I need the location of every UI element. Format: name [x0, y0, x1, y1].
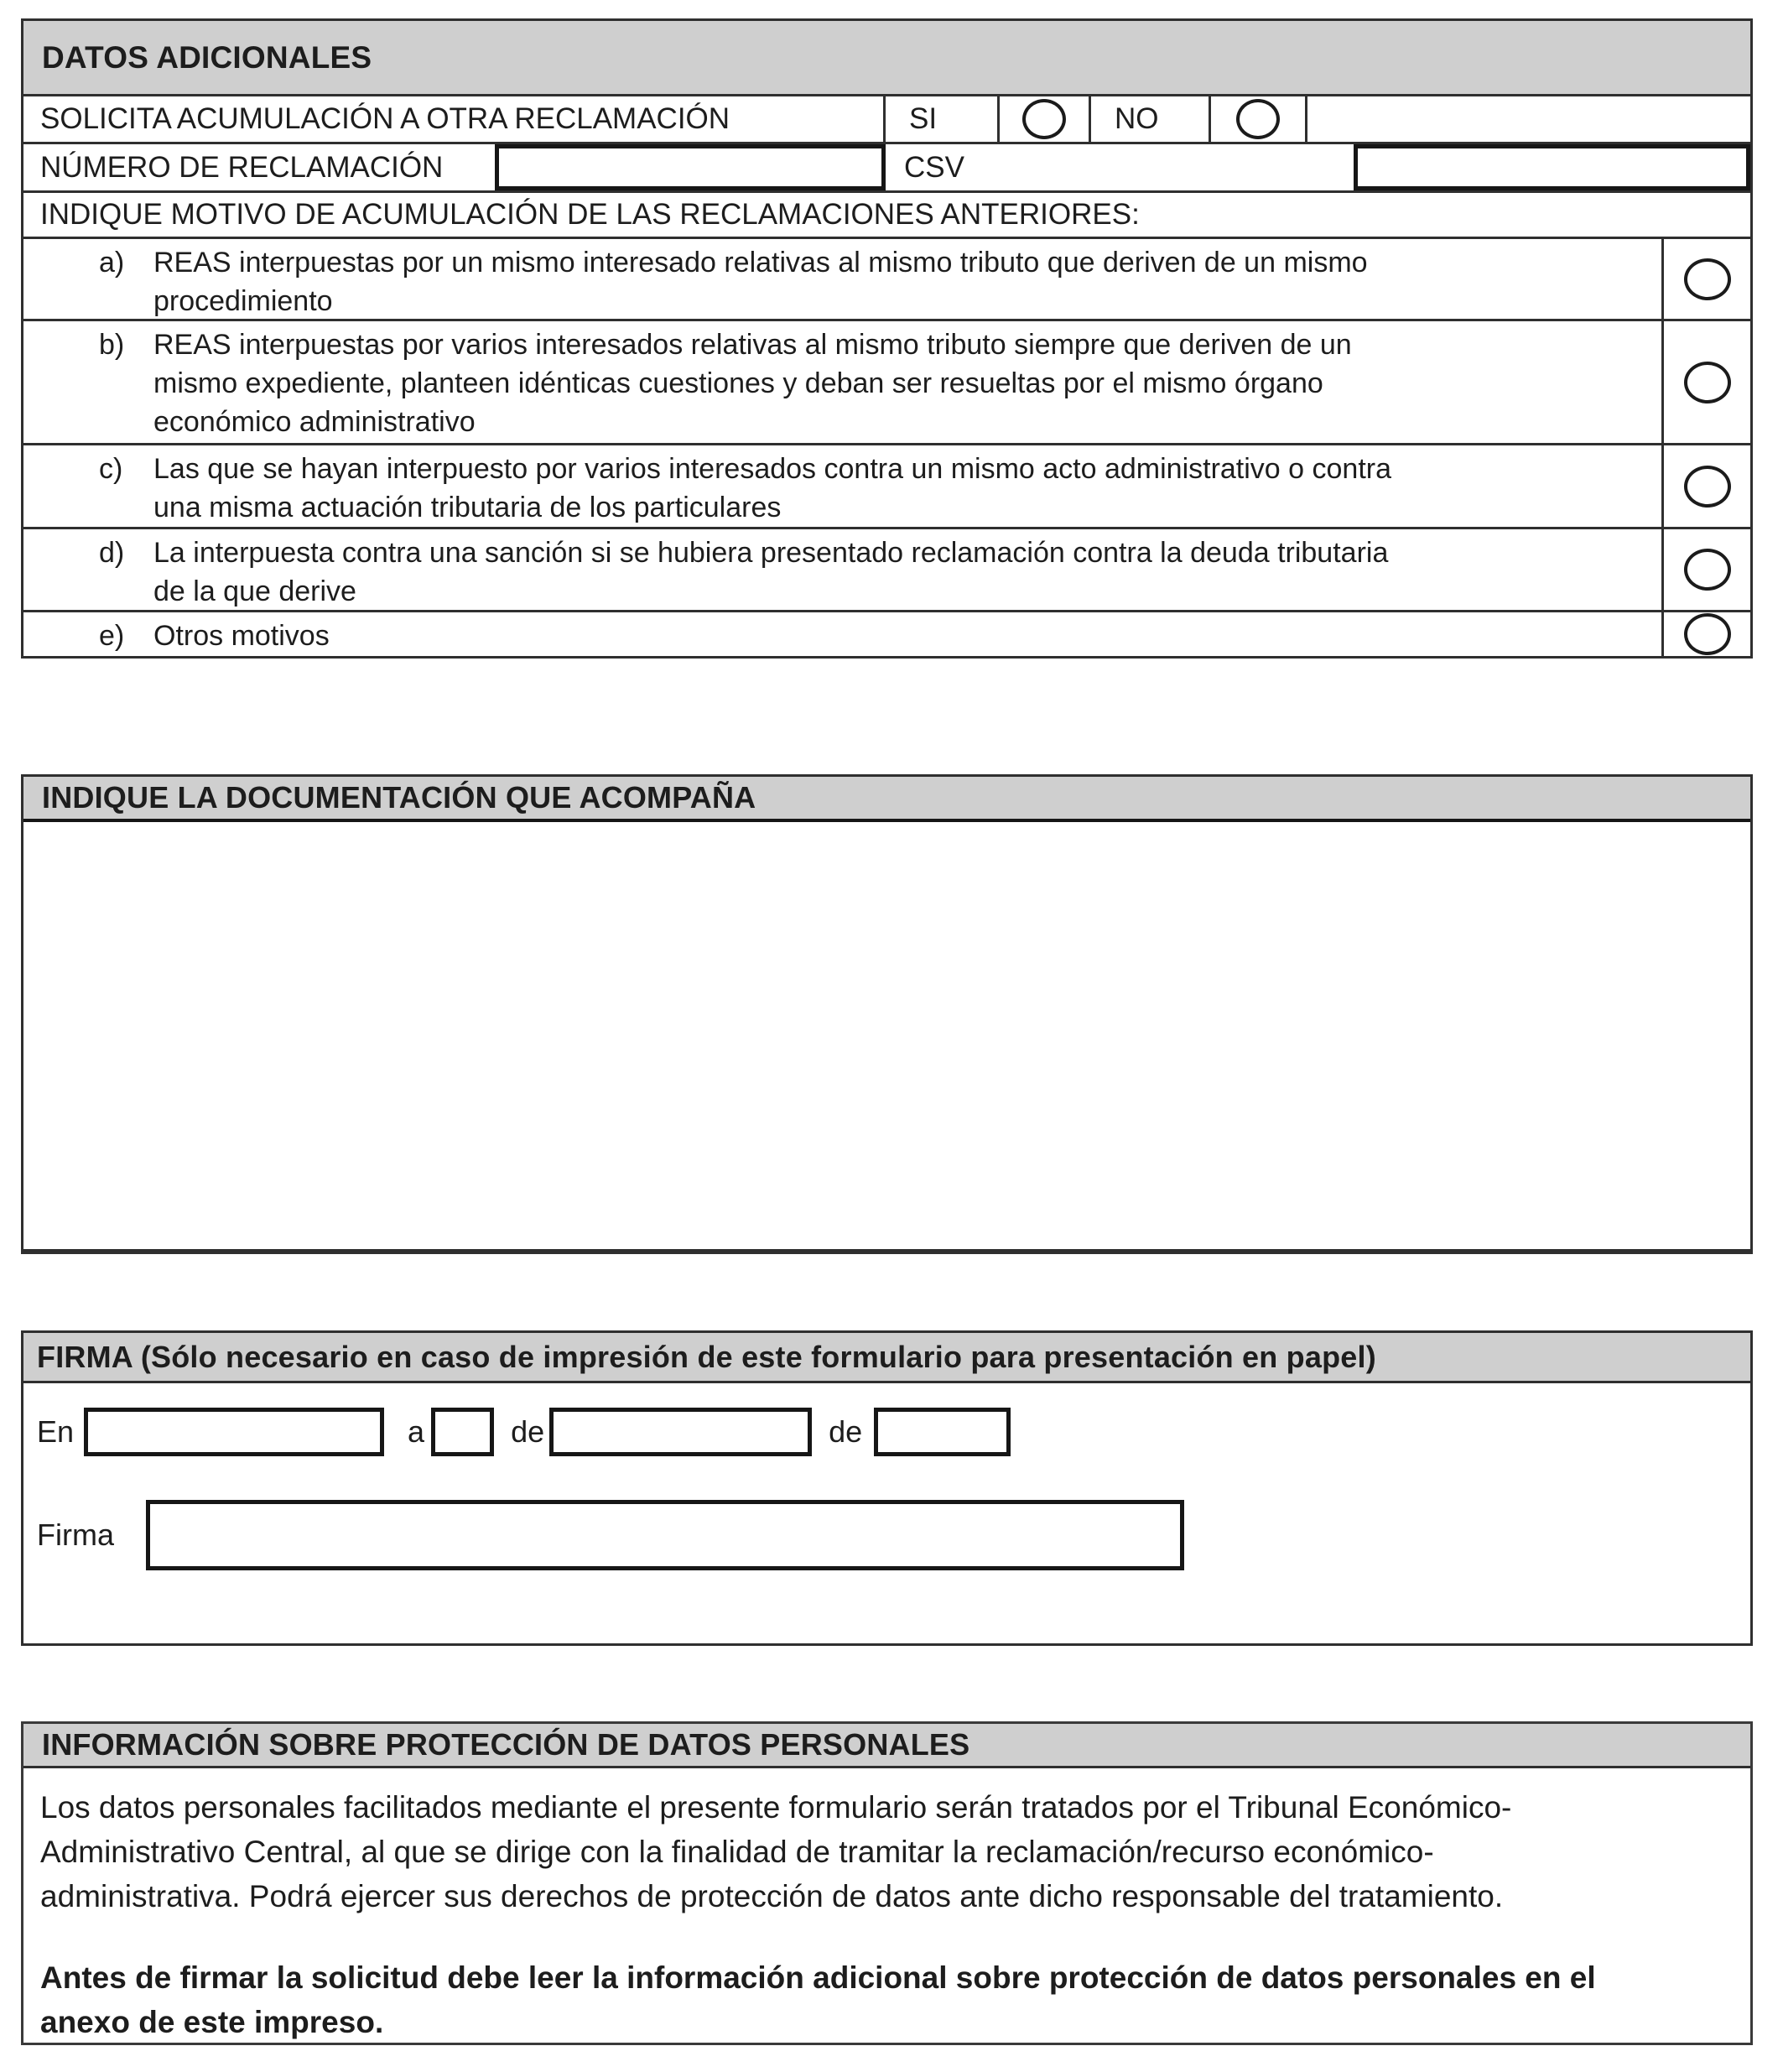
motivo-a-radio[interactable]: [1684, 258, 1731, 300]
motivo-c-row: [23, 445, 1750, 529]
datos-adicionales-header: [23, 21, 1750, 96]
solicita-acumulacion-row: [23, 96, 1750, 144]
motivo-b-radio-cell: [1661, 321, 1750, 443]
en-label: En: [37, 1414, 75, 1449]
motivo-d-radio-cell: [1661, 529, 1750, 610]
no-label: NO: [1091, 96, 1211, 142]
motivo-e-text: Otros motivos: [153, 620, 330, 652]
motivo-d-text: La interpuesta contra una sanción si se hubiera presentado reclamación contra la deuda tributaria de la que derive: [153, 537, 1389, 607]
no-radio[interactable]: [1236, 99, 1280, 139]
motivo-d-letter: d): [99, 537, 125, 569]
csv-label: CSV: [904, 150, 964, 184]
firma-section: [21, 1330, 1753, 1646]
firma-label: Firma: [37, 1518, 114, 1552]
empty-cell: [1307, 96, 1750, 142]
csv-input[interactable]: [1354, 144, 1750, 190]
proteccion-datos-title: INFORMACIÓN SOBRE PROTECCIÓN DE DATOS PERSONALES: [42, 1727, 970, 1762]
motivos-heading: INDIQUE MOTIVO DE ACUMULACIÓN DE LAS RECLAMACIONES ANTERIORES:: [23, 193, 1750, 239]
motivo-c-text: Las que se hayan interpuesto por varios interesados contra un mismo acto administrativo o contra una misma actuación tributaria de los particulares: [153, 453, 1392, 523]
documentacion-section: [21, 774, 1753, 1254]
motivo-a-text: REAS interpuestas por un mismo interesado relativas al mismo tributo que deriven de un mismo procedimiento: [153, 247, 1368, 317]
dia-input[interactable]: [431, 1408, 494, 1456]
motivo-d-row: [23, 529, 1750, 612]
proteccion-datos-body: [23, 1768, 1750, 2044]
no-radio-cell: [1211, 96, 1307, 142]
proteccion-datos-header: [23, 1724, 1750, 1768]
datos-adicionales-section: [21, 18, 1753, 659]
numero-reclamacion-row: [23, 144, 1750, 193]
si-radio-cell: [1000, 96, 1091, 142]
a-label: a: [408, 1414, 425, 1449]
proteccion-paragraph: Los datos personales facilitados mediante el presente formulario serán tratados por el Tribunal Económico- Administrativo Central, al que se dirige con la finalidad de tramitar la reclamación/recurso económico- administrativa. Podrá ejercer sus derechos de protección de datos ante dicho responsable del tratamiento.: [40, 1790, 1512, 1913]
anio-input[interactable]: [874, 1408, 1011, 1456]
proteccion-bold-paragraph: Antes de firmar la solicitud debe leer la información adicional sobre protección de datos personales en el anexo de este impreso.: [40, 1960, 1596, 2039]
motivo-d-radio[interactable]: [1684, 549, 1731, 591]
motivo-a-radio-cell: [1661, 239, 1750, 319]
fecha-row: [37, 1408, 1750, 1456]
firma-title: FIRMA (Sólo necesario en caso de impresión de este formulario para presentación en papel): [37, 1339, 1376, 1374]
motivo-b-text: REAS interpuestas por varios interesados relativas al mismo tributo siempre que deriven de un mismo expediente, planteen idénticas cuestiones y deban ser resueltas por el mismo órgano económico administrativo: [153, 329, 1352, 438]
datos-adicionales-title: DATOS ADICIONALES: [42, 39, 372, 75]
motivo-c-letter: c): [99, 453, 123, 485]
numero-reclamacion-label: NÚMERO DE RECLAMACIÓN: [40, 150, 444, 184]
motivo-b-row: [23, 321, 1750, 445]
si-radio[interactable]: [1022, 99, 1066, 139]
firma-input[interactable]: [146, 1500, 1184, 1570]
motivo-b-letter: b): [99, 329, 125, 361]
motivo-c-radio-cell: [1661, 445, 1750, 527]
motivo-b-radio[interactable]: [1684, 362, 1731, 403]
si-label: SI: [886, 96, 1000, 142]
documentacion-title: INDIQUE LA DOCUMENTACIÓN QUE ACOMPAÑA: [42, 780, 756, 815]
mes-input[interactable]: [549, 1408, 812, 1456]
firma-row: [37, 1500, 1750, 1570]
documentacion-input-area[interactable]: [23, 822, 1750, 1249]
de-label: de: [511, 1414, 545, 1449]
numero-reclamacion-input[interactable]: [495, 144, 886, 190]
motivo-e-letter: e): [99, 620, 125, 652]
motivo-a-letter: a): [99, 247, 125, 279]
motivo-c-radio[interactable]: [1684, 466, 1731, 508]
proteccion-datos-section: [21, 1721, 1753, 2045]
motivo-a-row: [23, 239, 1750, 321]
motivo-e-radio-cell: [1661, 612, 1750, 656]
firma-header: [23, 1333, 1750, 1383]
de2-label: de: [829, 1414, 863, 1449]
motivo-e-row: [23, 612, 1750, 656]
solicita-acumulacion-label: SOLICITA ACUMULACIÓN A OTRA RECLAMACIÓN: [23, 96, 886, 142]
documentacion-header: [23, 777, 1750, 822]
lugar-input[interactable]: [84, 1408, 384, 1456]
motivo-e-radio[interactable]: [1684, 613, 1731, 655]
